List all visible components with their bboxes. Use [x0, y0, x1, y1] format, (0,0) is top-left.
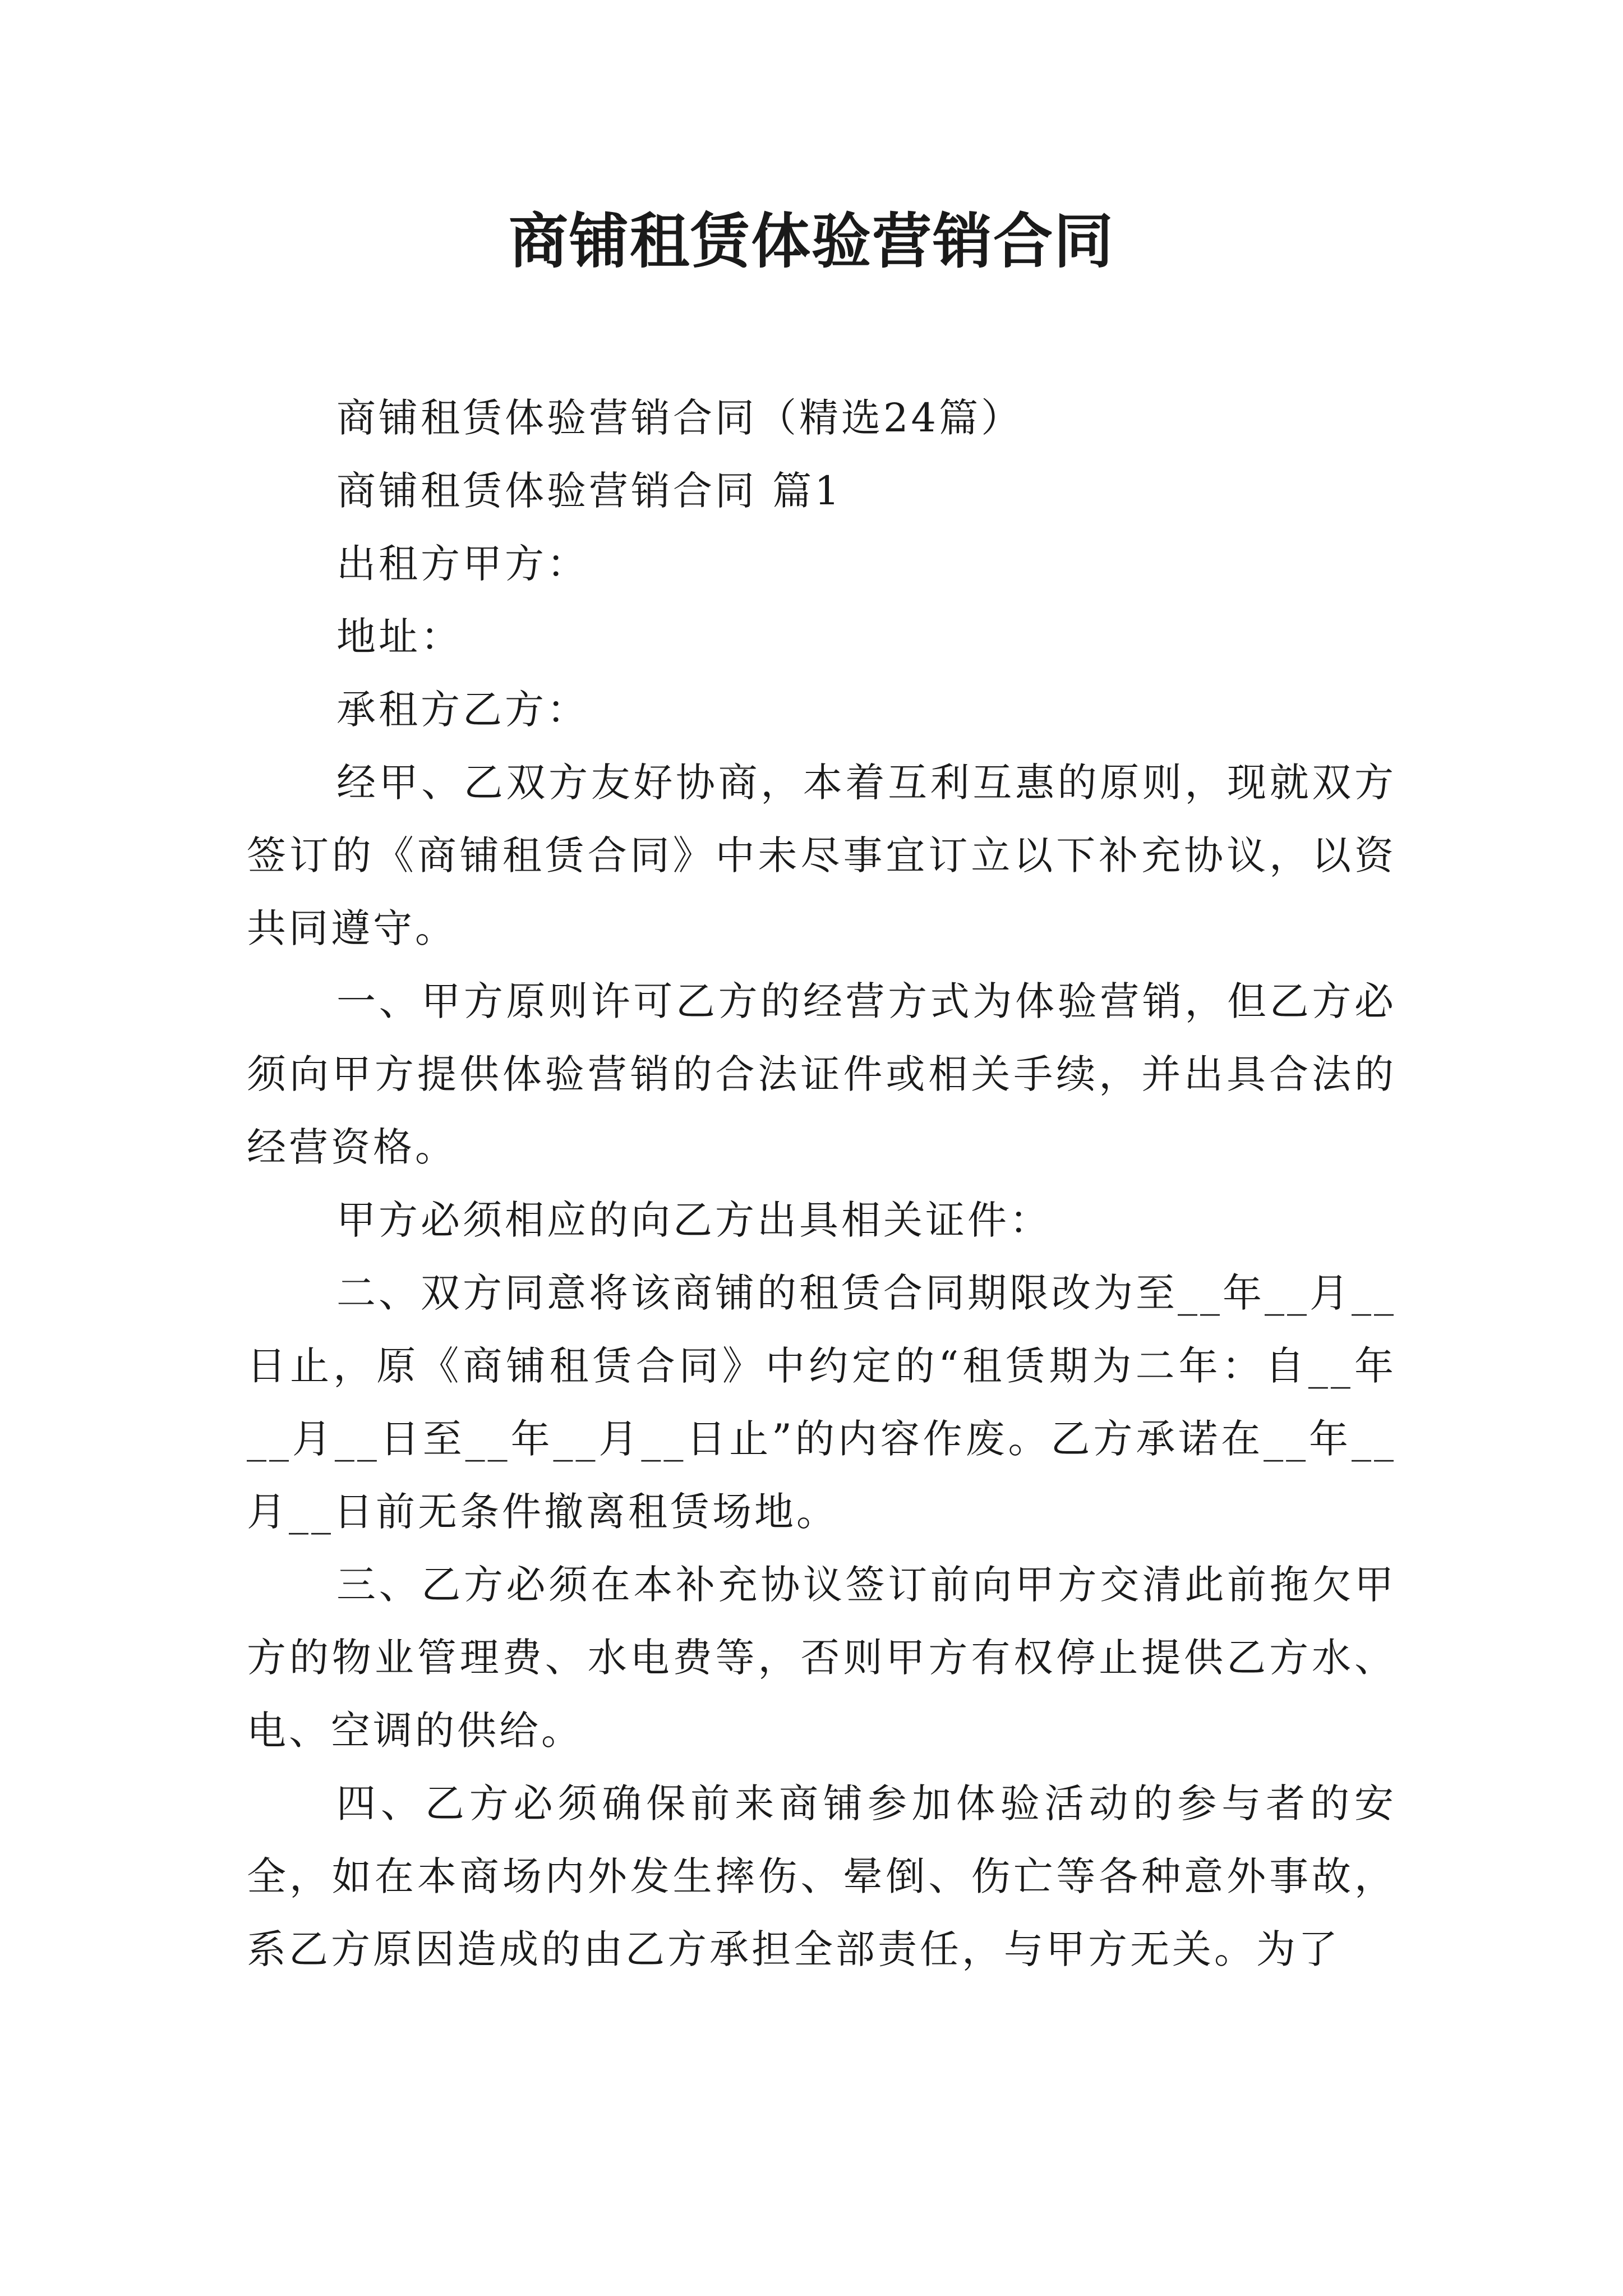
- document-body: [247, 381, 1396, 1986]
- document-title: 商铺租赁体验营销合同: [509, 206, 1114, 276]
- section-heading: 商铺租赁体验营销合同 篇1: [336, 468, 842, 514]
- document-subtitle: 商铺租赁体验营销合同（精选24篇）: [336, 395, 1023, 441]
- lessor-field: 出租方甲方：: [336, 541, 589, 587]
- paragraph-clause-2: 二、双方同意将该商铺的租赁合同期限改为至__年__月__日止，原《商铺租赁合同》中约定的“租赁期为二年：自__年__月__日至__年__月__日止”的内容作废。乙方承诺在__年__月__日前无条件撤离租赁场地。: [247, 1270, 1396, 1535]
- paragraph-clause-4: 四、乙方必须确保前来商铺参加体验活动的参与者的安全，如在本商场内外发生摔伤、晕倒、伤亡等各种意外事故，系乙方原因造成的由乙方承担全部责任，与甲方无关。为了: [247, 1780, 1396, 1972]
- paragraph-clause-3: 三、乙方必须在本补充协议签订前向甲方交清此前拖欠甲方的物业管理费、水电费等，否则甲方有权停止提供乙方水、电、空调的供给。: [247, 1562, 1396, 1754]
- paragraph-certificates: 甲方必须相应的向乙方出具相关证件：: [336, 1197, 1052, 1243]
- address-field: 地址：: [336, 614, 463, 660]
- paragraph-clause-1: 一、甲方原则许可乙方的经营方式为体验营销，但乙方必须向甲方提供体验营销的合法证件或相关手续，并出具合法的经营资格。: [247, 978, 1396, 1170]
- paragraph-intro: 经甲、乙双方友好协商，本着互利互惠的原则，现就双方签订的《商铺租赁合同》中未尽事宜订立以下补充协议，以资共同遵守。: [247, 760, 1396, 951]
- lessee-field: 承租方乙方：: [336, 687, 589, 733]
